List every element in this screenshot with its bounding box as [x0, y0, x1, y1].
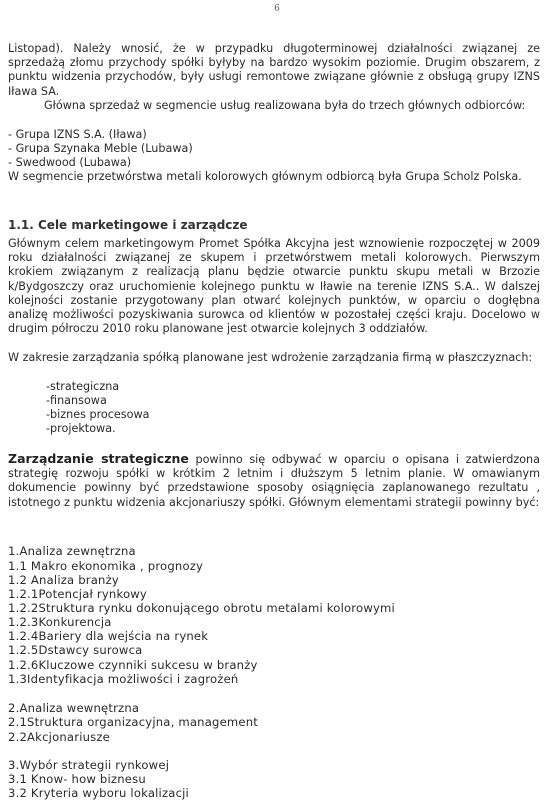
management-intro-paragraph: W zakresie zarządzania spółką planowane jest wdrożenie zarządzania firmą w płaszczyznach: [8, 351, 533, 364]
strategic-lead: Zarządzanie strategiczne [8, 451, 189, 466]
outline-item: 3.1 Know- how biznesu [8, 772, 146, 786]
outline-item: 1.3Identyfikacja możliwości i zagrożeń [8, 672, 239, 686]
strategic-text: powinno się odbywać w oparciu o opisana i zatwierdzona strategię rozwoju spółki w krótkim 2 letnim i dłuższym 5 letnim planie. W omawianym dokumencie powinny być przedstawione sposoby osiągnięcia zaplanowanego rezultatu , istotnego z punktu widzenia akcjonariuszy spółki. Głównym elementami strategii powinny być: [8, 453, 540, 509]
outline-item: 1.2.6Kluczowe czynniki sukcesu w branży [8, 658, 258, 672]
sales-intro-paragraph: Główna sprzedaż w segmencie usług realizowana była do trzech głównych odbiorców: [44, 99, 526, 112]
intro-paragraph: Listopad). Należy wnosić, że w przypadku długoterminowej działalności związanej ze sprzedażą złomu przychody spółki byłyby na bardzo wysokim poziomie. Drugim obszarem, z punktu widzenia przychodów, były usługi remontowe związane głównie z obsługą grupy IZNS Iława SA. [8, 42, 540, 98]
outline-item: 1.1 Makro ekonomika , prognozy [8, 559, 204, 573]
outline-item: 2.Analiza wewnętrzna [8, 701, 140, 715]
metals-paragraph: W segmencie przetwórstwa metali kolorowych głównym odbiorcą była Grupa Scholz Polska. [8, 170, 522, 183]
management-plane-item: -finansowa [46, 394, 107, 407]
marketing-paragraph: Głównym celem marketingowym Promet Spółka Akcyjna jest wznowienie rozpoczętej w 2009 roku działalności związanej ze skupem i przetwórstwem metali kolorowych. Pierwszym krokiem związanym z realizacją planu będzie otwarcie punktu skupu metali w Brzozie k/Bydgoszczy oraz uruchomienie kolejnego punktu w Iławie na terenie IZNS S.A.. W dalszej kolejności zostanie przygotowany plan otwarć kolejnych punktów, w oparciu o dogłębna analizę możliwości pozyskiwania surowca od klientów w pozostałej części kraju. Docelowo w drugim półroczu 2010 roku planowane jest otwarcie kolejnych 3 oddziałów. [8, 237, 540, 336]
outline-item: 1.2.5Dstawcy surowca [8, 643, 143, 657]
strategic-paragraph [8, 452, 540, 510]
section-title: Cele marketingowe i zarządcze [38, 218, 248, 232]
outline-item: 3.2 Kryteria wyboru lokalizacji [8, 786, 189, 800]
outline-item: 2.1Struktura organizacyjna, management [8, 715, 259, 729]
management-plane-item: -projektowa. [46, 422, 116, 435]
outline-item: 1.Analiza zewnętrzna [8, 544, 136, 558]
customer-item: - Swedwood (Lubawa) [8, 156, 132, 169]
outline-item: 2.2Akcjonariusze [8, 730, 111, 744]
customer-item: - Grupa Szynaka Meble (Lubawa) [8, 142, 193, 155]
outline-item: 3.Wybór strategii rynkowej [8, 758, 170, 772]
outline-item: 1.2 Analiza branży [8, 573, 119, 587]
management-plane-item: -biznes procesowa [46, 408, 150, 421]
section-heading [8, 218, 248, 232]
outline-item: 1.2.1Potencjał rynkowy [8, 587, 147, 601]
outline-item: 1.2.4Bariery dla wejścia na rynek [8, 629, 209, 643]
outline-item: 1.2.2Struktura rynku dokonującego obrotu metalami kolorowymi [8, 601, 395, 615]
section-number: 1.1. [8, 218, 34, 232]
customer-item: - Grupa IZNS S.A. (Iława) [8, 128, 147, 141]
page-number: 6 [274, 4, 280, 14]
management-plane-item: -strategiczna [46, 380, 120, 393]
outline-item: 1.2.3Konkurencja [8, 615, 112, 629]
